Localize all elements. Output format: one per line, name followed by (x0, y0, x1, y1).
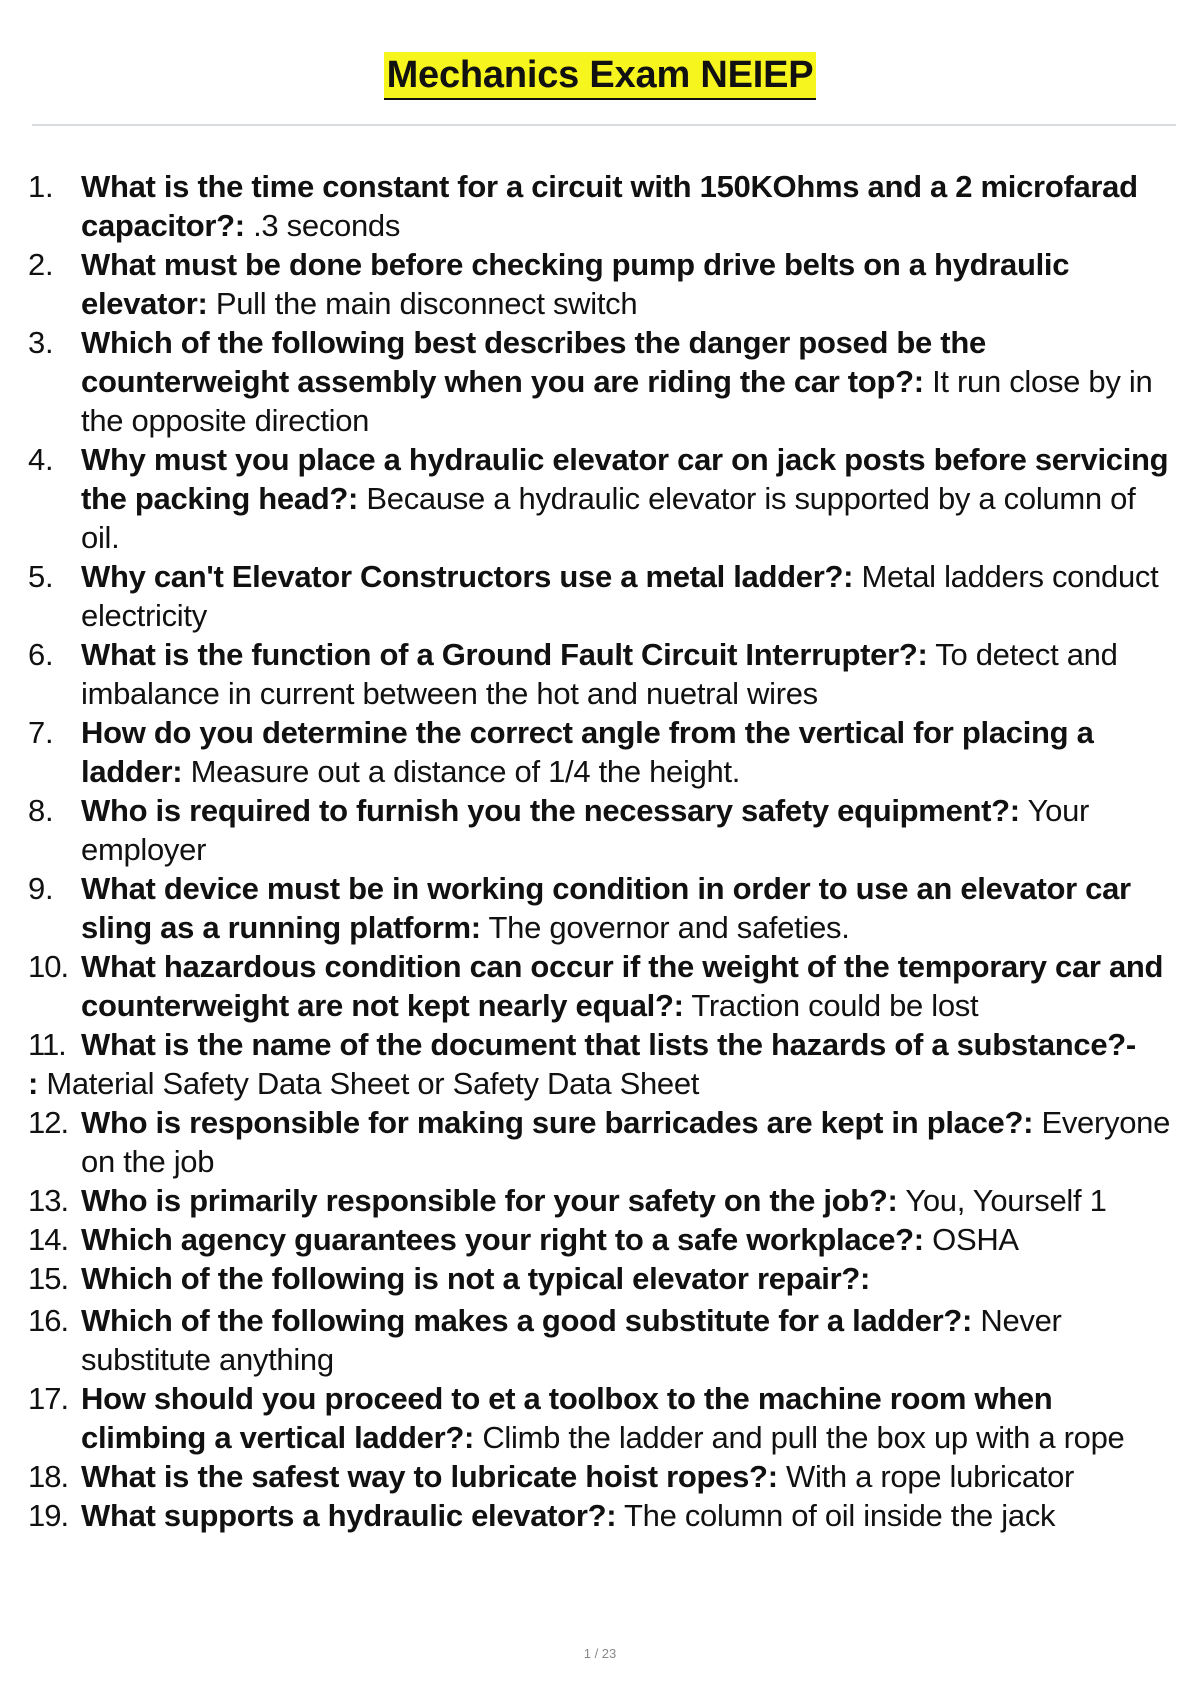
question-text: Who is primarily responsible for your safety on the job?: (81, 1183, 898, 1218)
question-text: Why can't Elevator Constructors use a metal ladder?: (81, 559, 854, 594)
list-item (28, 791, 1178, 869)
list-item (28, 1259, 1178, 1298)
item-number: 17. (28, 1381, 69, 1416)
question-text: What is the time constant for a circuit with 150KOhms and a 2 microfarad capacitor?: (81, 169, 1138, 243)
answer-text: You, Yourself 1 (897, 1183, 1107, 1218)
page-indicator: 1 / 23 (583, 1646, 617, 1661)
item-number: 3. (28, 325, 54, 360)
list-item (28, 557, 1178, 635)
item-number: 16. (28, 1303, 69, 1338)
answer-text: Climb the ladder and pull the box up with a rope (474, 1420, 1125, 1455)
question-text: What is the name of the document that lists the hazards of a substance?- (81, 1027, 1136, 1062)
item-number: 7. (28, 715, 54, 750)
list-item (28, 713, 1178, 791)
list-item (28, 635, 1178, 713)
list-item (28, 1220, 1178, 1259)
item-number: 4. (28, 442, 54, 477)
answer-text: Pull the main disconnect switch (207, 286, 638, 321)
answer-text: OSHA (923, 1222, 1019, 1257)
answer-text: The governor and safeties. (480, 910, 850, 945)
item-number: 6. (28, 637, 54, 672)
list-item (28, 947, 1178, 1025)
list-item (28, 440, 1178, 557)
item-number: 1. (28, 169, 54, 204)
question-text: Which of the following best describes the danger posed be the counterweight assembly when you are riding the car top?: (81, 325, 986, 399)
question-text: What is the function of a Ground Fault Circuit Interrupter?: (81, 637, 928, 672)
item-number: 8. (28, 793, 54, 828)
answer-text: With a rope lubricator (777, 1459, 1075, 1494)
question-text: Which agency guarantees your right to a safe workplace?: (81, 1222, 924, 1257)
question-text: What is the safest way to lubricate hoist ropes?: (81, 1459, 778, 1494)
question-text: Why must you place a hydraulic elevator car on jack posts before servicing the packing head?: (81, 442, 1169, 516)
answer-text: The column of oil inside the jack (616, 1498, 1056, 1533)
list-item (28, 167, 1178, 245)
question-text: How should you proceed to et a toolbox to the machine room when climbing a vertical ladder?: (81, 1381, 1053, 1455)
question-text-continuation: : (28, 1066, 39, 1101)
list-item (28, 1181, 1178, 1220)
item-number: 9. (28, 871, 54, 906)
answer-text: Metal ladders conduct electricity (81, 559, 1159, 633)
list-item (28, 1379, 1178, 1457)
item-number: 15. (28, 1261, 69, 1296)
answer-text: Material Safety Data Sheet or Safety Data Sheet (38, 1066, 700, 1101)
item-number: 13. (28, 1183, 69, 1218)
question-text: Who is responsible for making sure barricades are kept in place?: (81, 1105, 1034, 1140)
item-number: 10. (28, 949, 69, 984)
question-text: Who is required to furnish you the necessary safety equipment?: (81, 793, 1020, 828)
answer-text: Measure out a distance of 1/4 the height. (182, 754, 741, 789)
question-text: Which of the following is not a typical elevator repair?: (81, 1261, 870, 1296)
question-text: What device must be in working condition in order to use an elevator car sling as a running platform: (81, 871, 1131, 945)
answer-text: Everyone on the job (81, 1105, 1171, 1179)
list-item (28, 869, 1178, 947)
document-title: Mechanics Exam NEIEP (384, 52, 817, 100)
list-item (28, 245, 1178, 323)
answer-text: Because a hydraulic elevator is supported by a column of oil. (81, 481, 1136, 555)
list-item (28, 323, 1178, 440)
answer-text: Your employer (81, 793, 1090, 867)
list-item (28, 1457, 1178, 1496)
answer-text: .3 seconds (244, 208, 401, 243)
question-text: Which of the following makes a good substitute for a ladder?: (81, 1303, 973, 1338)
answer-text: To detect and imbalance in current between the hot and nuetral wires (81, 637, 1118, 711)
item-number: 11. (28, 1027, 66, 1062)
item-number: 19. (28, 1498, 69, 1533)
item-number: 14. (28, 1222, 69, 1257)
question-text: How do you determine the correct angle from the vertical for placing a ladder: (81, 715, 1094, 789)
title-divider (32, 124, 1176, 126)
item-number: 2. (28, 247, 54, 282)
list-item (28, 1103, 1178, 1181)
title-wrap (0, 52, 1200, 100)
answer-text: It run close by in the opposite direction (81, 364, 1153, 438)
question-text: What must be done before checking pump drive belts on a hydraulic elevator: (81, 247, 1070, 321)
question-text: What hazardous condition can occur if the weight of the temporary car and counterweight are not kept nearly equal?: (81, 949, 1164, 1023)
item-number: 12. (28, 1105, 69, 1140)
answer-text: Traction could be lost (683, 988, 979, 1023)
item-number: 5. (28, 559, 54, 594)
question-list (28, 167, 1178, 1535)
list-item (28, 1496, 1178, 1535)
hanging-line (28, 1064, 1178, 1103)
item-number: 18. (28, 1459, 69, 1494)
question-text: What supports a hydraulic elevator?: (81, 1498, 617, 1533)
list-item (28, 1301, 1178, 1379)
list-item (28, 1025, 1178, 1103)
answer-text: Never substitute anything (81, 1303, 1062, 1377)
